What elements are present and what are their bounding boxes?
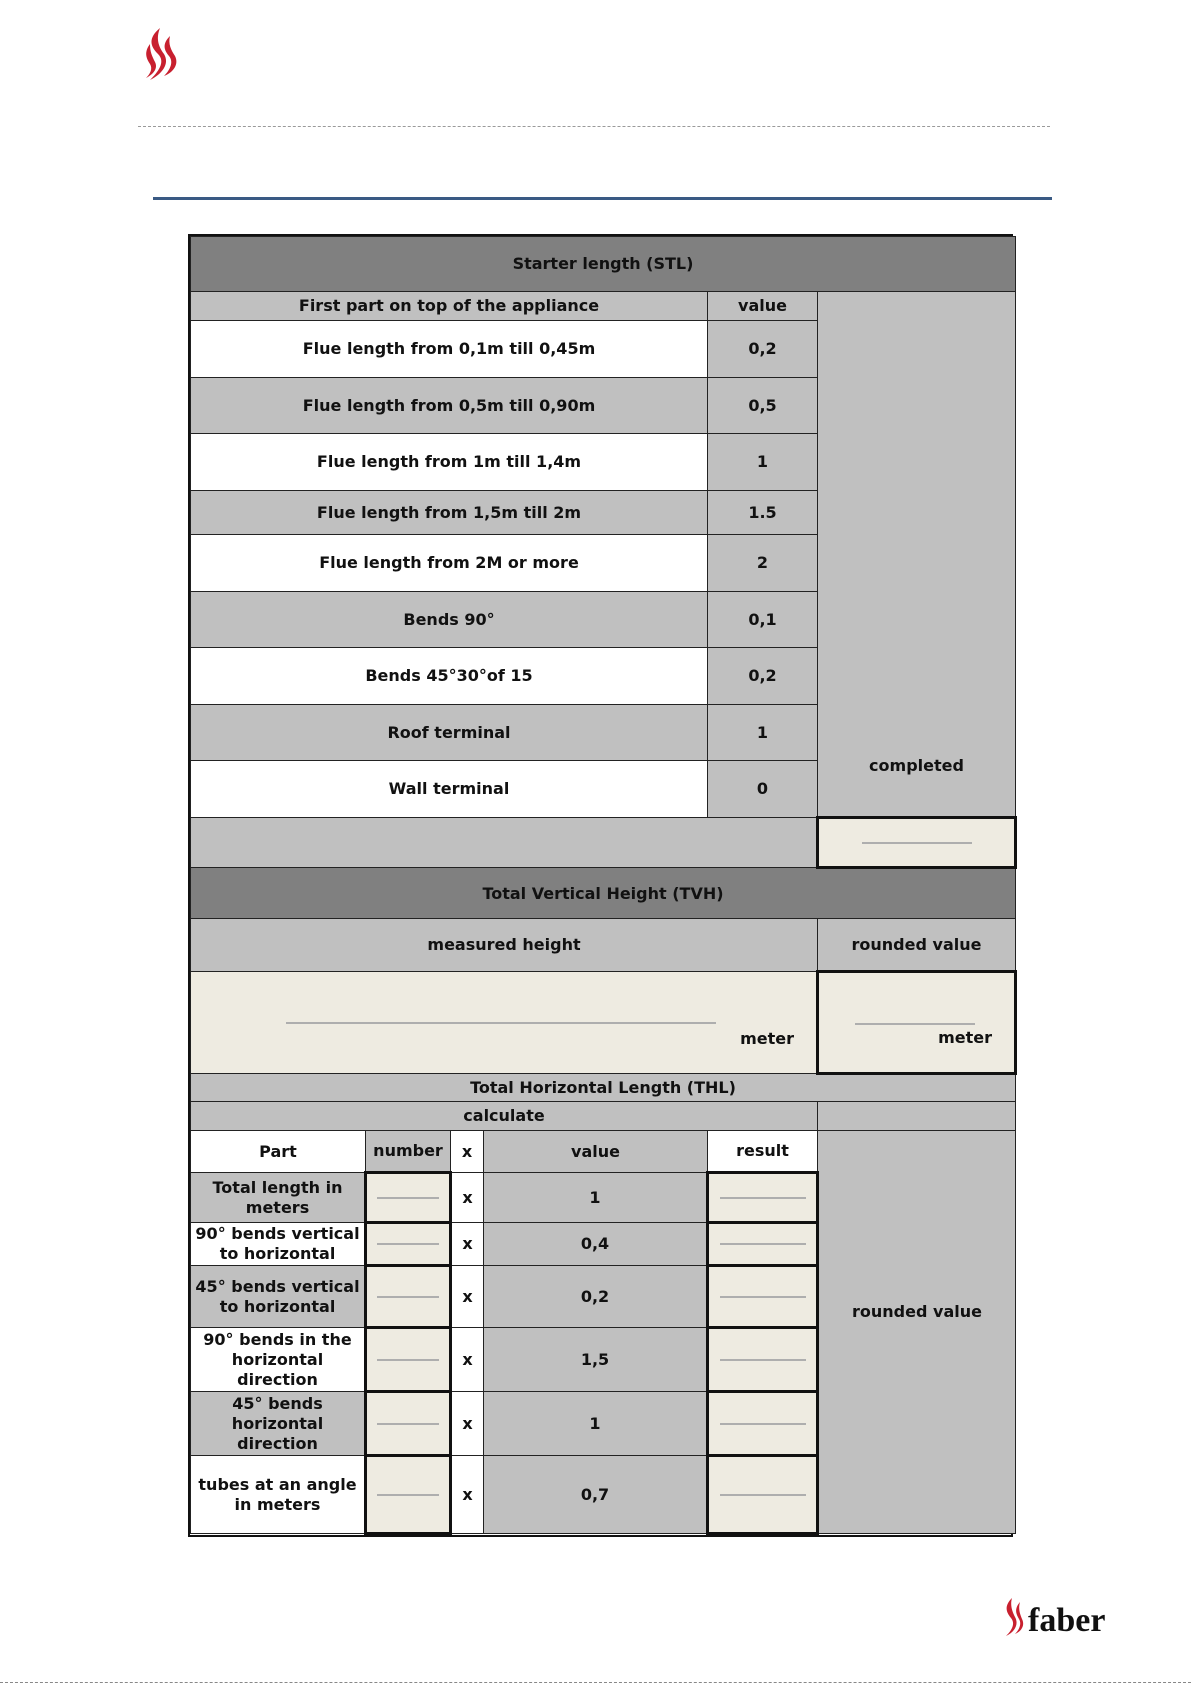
tvh-measured-unit: meter (740, 1029, 794, 1048)
stl-row-label: Flue length from 0,5m till 0,90m (191, 378, 708, 434)
thl-header-x: x (451, 1131, 484, 1173)
thl-row-value: 0,7 (484, 1456, 708, 1534)
stl-col-part: First part on top of the appliance (191, 292, 708, 321)
completed-label: completed (869, 756, 964, 775)
thl-multiply: x (451, 1266, 484, 1328)
flame-icon (1006, 1598, 1017, 1636)
stl-result-field[interactable] (818, 818, 1016, 868)
stl-row-value: 1.5 (708, 491, 818, 535)
thl-row-value: 0,4 (484, 1223, 708, 1266)
stl-row-value: 0,1 (708, 592, 818, 648)
flame-logo-icon (138, 26, 184, 84)
stl-row-label: Flue length from 1,5m till 2m (191, 491, 708, 535)
stl-completed (818, 292, 1016, 818)
thl-row-part: 45° bends horizontal direction (191, 1392, 366, 1456)
thl-rounded-label: rounded value (852, 1302, 982, 1321)
thl-row-value: 1 (484, 1173, 708, 1223)
thl-number-field[interactable] (366, 1223, 451, 1266)
section-rule (153, 197, 1052, 200)
stl-row-value: 1 (708, 705, 818, 761)
thl-row-part: 90° bends in the horizontal direction (191, 1328, 366, 1392)
thl-number-field[interactable] (366, 1328, 451, 1392)
thl-number-field[interactable] (366, 1392, 451, 1456)
stl-row-value: 1 (708, 434, 818, 491)
stl-row-value: 2 (708, 535, 818, 592)
stl-row-value: 0,2 (708, 321, 818, 378)
thl-result-field[interactable] (708, 1456, 818, 1534)
thl-row-part: 90° bends vertical to horizontal (191, 1223, 366, 1266)
stl-total-spacer (191, 818, 818, 868)
thl-header-part: Part (191, 1131, 366, 1173)
stl-table (190, 236, 1017, 1535)
thl-multiply: x (451, 1223, 484, 1266)
tvh-title: Total Vertical Height (TVH) (191, 868, 1016, 919)
brand-wordmark: faber (1028, 1602, 1106, 1639)
tvh-measured-field[interactable] (191, 972, 818, 1074)
thl-row-value: 0,2 (484, 1266, 708, 1328)
rounded-input-line (855, 1023, 975, 1025)
thl-number-field[interactable] (366, 1266, 451, 1328)
thl-row-value: 1,5 (484, 1328, 708, 1392)
stl-row-label: Flue length from 1m till 1,4m (191, 434, 708, 491)
stl-row-value: 0 (708, 761, 818, 818)
thl-result-field[interactable] (708, 1173, 818, 1223)
thl-result-field[interactable] (708, 1328, 818, 1392)
stl-row-label: Roof terminal (191, 705, 708, 761)
stl-row-value: 0,2 (708, 648, 818, 705)
thl-header-number: number (366, 1131, 451, 1173)
tvh-rounded-label: rounded value (818, 919, 1016, 972)
thl-multiply: x (451, 1456, 484, 1534)
measured-input-line (286, 1022, 716, 1024)
thl-title: Total Horizontal Length (THL) (191, 1074, 1016, 1102)
thl-row-part: 45° bends vertical to horizontal (191, 1266, 366, 1328)
stl-col-value: value (708, 292, 818, 321)
thl-header-value: value (484, 1131, 708, 1173)
stl-row-label: Wall terminal (191, 761, 708, 818)
stl-title: Starter length (STL) (191, 237, 1016, 292)
thl-calculate-spacer (818, 1102, 1016, 1131)
thl-result-field[interactable] (708, 1223, 818, 1266)
thl-result-field[interactable] (708, 1266, 818, 1328)
stl-row-label: Flue length from 2M or more (191, 535, 708, 592)
thl-rounded (818, 1131, 1016, 1534)
tvh-measured-label: measured height (191, 919, 818, 972)
thl-number-field[interactable] (366, 1173, 451, 1223)
thl-result-field[interactable] (708, 1392, 818, 1456)
footer-divider (0, 1682, 1191, 1683)
thl-number-field[interactable] (366, 1456, 451, 1534)
thl-multiply: x (451, 1173, 484, 1223)
stl-row-label: Flue length from 0,1m till 0,45m (191, 321, 708, 378)
stl-row-label: Bends 90° (191, 592, 708, 648)
thl-row-part: Total length in meters (191, 1173, 366, 1223)
stl-row-label: Bends 45°30°of 15 (191, 648, 708, 705)
flue-calculation-form (188, 234, 1013, 1537)
thl-multiply: x (451, 1392, 484, 1456)
header-divider (138, 126, 1050, 127)
tvh-rounded-field[interactable] (818, 972, 1016, 1074)
stl-row-value: 0,5 (708, 378, 818, 434)
thl-multiply: x (451, 1328, 484, 1392)
thl-calculate-label: calculate (191, 1102, 818, 1131)
faber-logo (1000, 1594, 1122, 1640)
thl-row-part: tubes at an angle in meters (191, 1456, 366, 1534)
tvh-rounded-unit: meter (938, 1028, 992, 1047)
thl-row-value: 1 (484, 1392, 708, 1456)
thl-header-result: result (708, 1131, 818, 1173)
